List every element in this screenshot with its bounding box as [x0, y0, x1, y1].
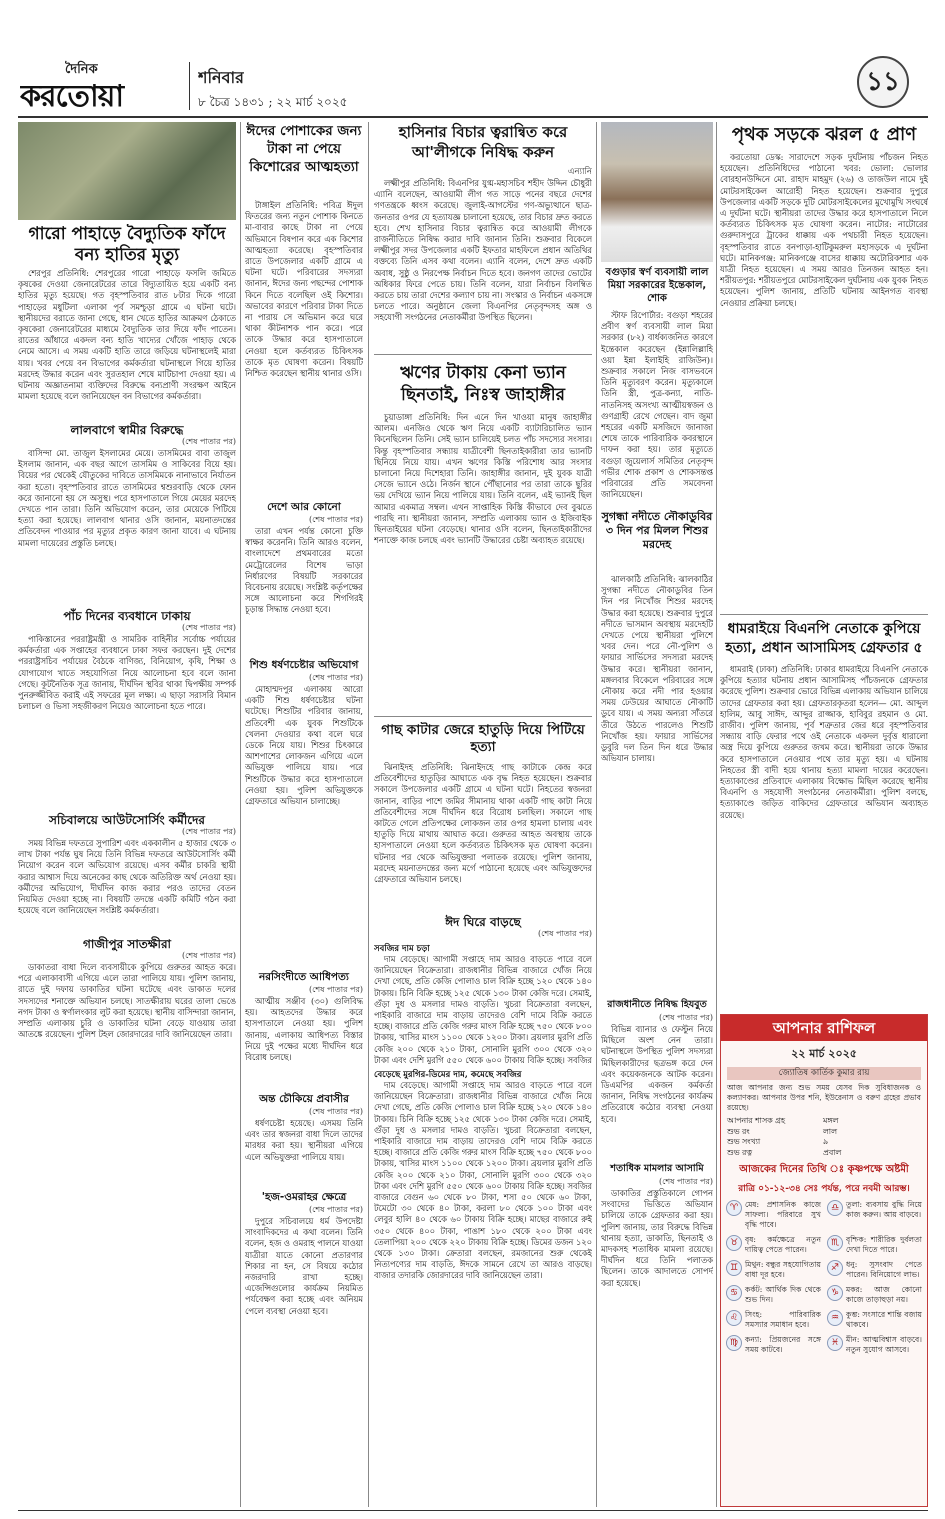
lalbag-text: বাসিন্দা মো. তাজুল ইসলামের মেয়ে। তাসমিমের বাবা তাজুল ইসলাম জানান, এক বছর আগে তাসমিম ও সাকিবের বিয়ে হয়। বিয়ের পর থেকেই যৌতুকের দাবিতে তাসমিমকে নানাভাবে নির্যাতন করা হতো। বৃহস্পতিবার রাতে তাসমিমের শ্বশুরবাড়ি থেকে ফোন করে জানানো হয় সে অসুস্থ। পরে হাসপাতালে গিয়ে মেয়ের মরদেহ দেখতে পান তারা। তিনি অভিযোগ করেন, তার মেয়েকে পিটিয়ে হত্যা করা হয়েছে। লালবাগ থানার ওসি জানান, ময়নাতদন্তের প্রতিবেদন পাওয়ার পর মৃত্যুর প্রকৃত কারণ জানা যাবে। এ ঘটনায় মামলা দায়েরের প্রস্তুতি চলছে।: [18, 448, 236, 548]
virgo-icon: ♍: [726, 1335, 742, 1351]
dhamrai-text: ধামরাই (ঢাকা) প্রতিনিধি: ঢাকার ধামরাইয়ে বিএনপি নেতাকে কুপিয়ে হত্যার ঘটনায় প্রধান আসামিসহ পাঁচজনকে গ্রেফতার করেছে পুলিশ। শুক্রবার ভোরে বিভিন্ন এলাকায় অভিযান চালিয়ে তাদের গ্রেফতার করা হয়। গ্রেফতারকৃতরা হলেন— মো. আব্দুল হালিম, আবু সাঈদ, আব্দুর রাজ্জাক, হাবিবুর রহমান ও মো. রাজীব। পুলিশ জানায়, পূর্ব শত্রুতার জের ধরে বৃহস্পতিবার সন্ধ্যায় বাড়ি ফেরার পথে ওই নেতাকে একদল দুর্বৃত্ত ধারালো অস্ত্র দিয়ে কুপিয়ে গুরুতর জখম করে। স্থানীয়রা তাকে উদ্ধার করে হাসপাতালে নেওয়ার পথে তার মৃত্যু হয়। এ ঘটনায় নিহতের স্ত্রী বাদী হয়ে থানায় হত্যা মামলা দায়ের করেছেন। হত্যাকাণ্ডের প্রতিবাদে এলাকায় বিক্ষোভ মিছিল করেছে স্থানীয় বিএনপি ও সহযোগী সংগঠনের নেতাকর্মীরা। পুলিশ বলছে, হত্যাকাণ্ডে জড়িত বাকিদের গ্রেফতারে অভিযান অব্যাহত রয়েছে।: [720, 664, 928, 820]
narsingdi-cont: (শেষ পাতার পর): [308, 985, 363, 994]
hajj-text: দুপুরে সচিবালয়ে ধর্ম উপদেষ্টা সাংবাদিকদের এ কথা বলেন। তিনি বলেন, হজ ও ওমরাহ পালনে যাওয়া যাত্রীরা যাতে কোনো প্রতারণার শিকার না হন, সে বিষয়ে কঠোর নজরদারি রাখা হচ্ছে। এজেন্সিগুলোর কার্যক্রম নিয়মিত পর্যবেক্ষণ করা হচ্ছে এবং অনিয়ম পেলে ব্যবস্থা নেওয়া হবে।: [245, 1216, 363, 1316]
horoscope-intro: আজ আপনার জন্য শুভ সময় যেসব দিক সুবিধাজনক ও কল্যাণকর। আপনার উপর শনি, ইউরেনাস ও বরুণ গ্রহের প্রভাব রয়েছে।: [727, 1083, 921, 1112]
horoscope-row-value: ৯: [823, 1137, 829, 1146]
horoscope-title-bar: [721, 1015, 927, 1041]
elephant-photo: [18, 122, 236, 220]
horoscope-row-value: লাল: [823, 1126, 837, 1136]
horoscope-row: [727, 1127, 921, 1138]
secretariat-cont: (শেষ পাতার পর): [181, 827, 236, 836]
lalbag-headline: লালবাগে স্বামীর বিরুদ্ধে: [70, 423, 184, 437]
sign-text: কর্কট: আর্থিক দিক থেকে শুভ দিন।: [745, 1285, 821, 1304]
gemini-icon: ♊: [726, 1260, 742, 1276]
fivedays-text: পাকিস্তানের পররাষ্ট্রমন্ত্রী ও সামরিক বাহিনীর সর্বোচ্চ পর্যায়ের কর্মকর্তারা এক সপ্তাহের ব্যবধানে ঢাকা সফর করছেন। দুই দেশের পররাষ্ট্রসচিব পর্যায়ের বৈঠকে বাণিজ্য, বিনিয়োগ, কৃষি, শিক্ষা ও যোগাযোগ খাতে সহযোগিতা নিয়ে আলোচনা হবে বলে জানা গেছে। কূটনৈতিক সূত্র জানায়, দীর্ঘদিন স্থবির থাকা দ্বিপক্ষীয় সম্পর্ক পুনরুজ্জীবিত করাই এই সফরের মূল লক্ষ্য। এ ছাড়া সরাসরি বিমান চলাচল ও ভিসা সহজীকরণ নিয়েও আলোচনা হতে পারে।: [18, 634, 236, 712]
scorpio-icon: ♏: [827, 1235, 843, 1251]
tree-body: [374, 762, 592, 910]
gazipur-cont: (শেষ পাতার পর): [181, 951, 236, 960]
sagittarius-icon: ♐: [827, 1260, 843, 1276]
sign-text: তুলা: ব্যবসায় বুদ্ধি নিয়ে কাজ করুন। আয় বাড়বে।: [846, 1200, 922, 1219]
abroad-headline: অন্ত চৌকিয়ে প্রবাসীর: [259, 1093, 349, 1105]
cancer-icon: ♋: [726, 1285, 742, 1301]
boat-headline: সুগন্ধা নদীতে নৌকাডুবির ৩ দিন পর মিলল শিশুর মরদেহ: [601, 510, 713, 551]
hasina-sig: এন্যানি: [568, 167, 592, 177]
rat-body: [245, 200, 363, 496]
hajj-cont: (শেষ পাতার পর): [308, 1205, 363, 1214]
horoscope-row: [727, 1148, 921, 1159]
dhamrai-body: [720, 664, 928, 1010]
libra-icon: ♎: [827, 1200, 843, 1216]
sign-item: [827, 1285, 922, 1305]
country-text: তারা এখন পর্যন্ত কোনো চুক্তি স্বাক্ষর করেননি। তিনি আরও বলেন, বাংলাদেশে প্রথমবারের মতো মেট্রোরেলের বিশেষ ভাড়া নির্ধারণের বিষয়টি সরকারের বিবেচনায় রয়েছে। সংশ্লিষ্ট কর্তৃপক্ষের সঙ্গে আলোচনা করে শিগগিরই চূড়ান্ত সিদ্ধান্ত নেওয়া হবে।: [245, 526, 363, 615]
sign-item: [726, 1235, 821, 1255]
narsingdi-headline: নরসিংদীতে আধিপত্য: [259, 971, 349, 983]
horoscope-row: [727, 1137, 921, 1148]
sign-item: [827, 1310, 922, 1330]
eid-subhead-2: বেড়েছে মুরগির-ডিমের দাম, কমেছে সবজির: [374, 1070, 522, 1080]
loan-body: [374, 412, 592, 712]
fivedays-cont: (শেষ পাতার পর): [181, 623, 236, 632]
rat-headline: ঈদের পোশাকের জন্য টাকা না পেয়ে কিশোরের আত্মহত্যা: [246, 123, 362, 175]
gazipur-text: ডাকাতরা বাধা দিলে ব্যবসায়ীকে কুপিয়ে গুরুতর আহত করে। পরে এলাকাবাসী এগিয়ে এলে তারা পালিয়ে যায়। পুলিশ জানায়, রাতে দুই দফায় ডাকাতির ঘটনা ঘটেছে এবং ডাকাত দলের সদস্যদের শনাক্তে অভিযান চলছে। সাতক্ষীরায় ঘরের তালা ভেঙে নগদ টাকা ও স্বর্ণালংকার লুট করা হয়েছে। স্থানীয় বাসিন্দারা জানান, সম্প্রতি এলাকায় চুরি ও ডাকাতির ঘটনা বেড়ে যাওয়ায় তারা আতঙ্কে রয়েছেন। পুলিশ টহল জোরদারের দাবি জানিয়েছেন তারা।: [18, 962, 236, 1040]
eid-body-more: [374, 1080, 592, 1506]
hajj-body: [245, 1216, 363, 1506]
sign-item: [827, 1235, 922, 1255]
child-text: মোহাম্মদপুর এলাকায় আরো একটি শিশু ধর্ষণচেষ্টার ঘটনা ঘটেছে। শিশুটির পরিবার জানায়, প্রতিবেশী এক যুবক শিশুটিকে খেলনা দেওয়ার কথা বলে ঘরে ডেকে নিয়ে যায়। শিশুর চিৎকারে আশপাশের লোকজন এগিয়ে এলে অভিযুক্ত পালিয়ে যায়। পরে শিশুটিকে উদ্ধার করে হাসপাতালে নেওয়া হয়। পুলিশ অভিযুক্তকে গ্রেফতারে অভিযান চালাচ্ছে।: [245, 684, 363, 807]
fivedays-body: [18, 634, 236, 810]
convict-cont: (শেষ পাতার পর): [658, 1177, 713, 1186]
portrait-caption: বগুড়ার স্বর্ণ ব্যবসায়ী লাল মিয়া সরকারের ইন্তেকাল, শোক: [605, 267, 709, 304]
child-cont: (শেষ পাতার পর): [308, 673, 363, 682]
horoscope-row-label: শুভ রত্ন: [727, 1147, 753, 1157]
sign-item: [827, 1200, 922, 1230]
elephant-body: [18, 268, 236, 420]
lalbag-cont: (শেষ পাতার পর): [181, 437, 236, 446]
eid-text-more: দাম বেড়েছে। আগামী সপ্তাহে দাম আরও বাড়তে পারে বলে জানিয়েছেন বিক্রেতারা। রাজধানীর বিভিন্ন বাজারে খোঁজ নিয়ে দেখা গেছে, প্রতি কেজি পোলাও চাল বিক্রি হচ্ছে ১২০ থেকে ১৪০ টাকায়। চিনি বিক্রি হচ্ছে ১২৫ থেকে ১৩০ টাকা কেজি দরে। সেমাই, গুঁড়া দুধ ও মসলার দামও বাড়তি। খুচরা বিক্রেতারা বলছেন, পাইকারি বাজারে দাম বাড়ায় তাদেরও বেশি দামে বিক্রি করতে হচ্ছে। বাজারে প্রতি কেজি গরুর মাংস বিক্রি হচ্ছে ৭৫০ থেকে ৮০০ টাকায়, খাসির মাংস ১১০০ থেকে ১২০০ টাকা। ব্রয়লার মুরগি প্রতি কেজি ২০০ থেকে ২১০ টাকা, সোনালি মুরগি ৩০০ থেকে ৩২০ টাকা এবং দেশি মুরগি ৫৫০ থেকে ৬০০ টাকায় বিক্রি হচ্ছে। সবজির বাজারে বেগুন ৬০ থেকে ৮০ টাকা, শসা ৫০ থেকে ৬০ টাকা, টমেটো ৩০ থেকে ৪০ টাকা, করলা ৮০ থেকে ১০০ টাকা এবং লেবুর হালি ৪০ থেকে ৬০ টাকায় বিক্রি হচ্ছে। মাছের বাজারে রুই ৩৫০ থেকে ৪০০ টাকা, পাঙাশ ১৮০ থেকে ২০০ টাকা এবং তেলাপিয়া ২০০ থেকে ২২০ টাকায় বিক্রি হচ্ছে। ডিমের ডজন ১২০ থেকে ১৩০ টাকা। ক্রেতারা বলছেন, রমজানের শুরু থেকেই নিত্যপণ্যের দাম বাড়তি, ঈদকে সামনে রেখে তা আরও বাড়ছে। বাজার তদারকি জোরদারের দাবি জানিয়েছেন তারা।: [374, 1080, 592, 1281]
politics-headline: রাজধানীতে নিষিদ্ধ হিযবুত: [607, 999, 707, 1010]
sign-text: মকর: আজ কোনো কাজে তাড়াহুড়া নয়।: [846, 1285, 922, 1304]
horoscope-time: রাত্রি ০১-১২-৩৪ সেঃ পর্যন্ত, পরে নবমী আরম্ভ।: [738, 1184, 910, 1194]
portrait-text: স্টাফ রিপোর্টার: বগুড়া শহরের প্রবীণ স্বর্ণ ব্যবসায়ী লাল মিয়া সরকার (৮২) বার্ধক্যজনিত কারণে ইন্তেকাল করেছেন (ইন্নালিল্লাহি ওয়া ইন্না ইলাইহি রাজিউন)। শুক্রবার সকালে নিজ বাসভবনে তিনি মৃত্যুবরণ করেন। মৃত্যুকালে তিনি স্ত্রী, পুত্র-কন্যা, নাতি-নাতনিসহ অসংখ্য আত্মীয়স্বজন ও গুণগ্রাহী রেখে গেছেন। বাদ জুমা শহরের একটি মসজিদে জানাজা শেষে তাকে পারিবারিক কবরস্থানে দাফন করা হয়। তার মৃত্যুতে বগুড়া জুয়েলার্স সমিতির নেতৃবৃন্দ গভীর শোক প্রকাশ ও শোকসন্তপ্ত পরিবারের প্রতি সমবেদনা জানিয়েছেন।: [601, 310, 713, 500]
pisces-icon: ♓: [827, 1335, 843, 1351]
elephant-text: শেরপুর প্রতিনিধি: শেরপুরের গারো পাহাড়ে ফসলি জমিতে কৃষকের দেওয়া জেনারেটরের তারে বিদ্যুতায়িত হয়ে একটি বন্য হাতির মৃত্যু হয়েছে। গত বৃহস্পতিবার রাত ৮টার দিকে গারো পাহাড়ের মধুটিলা এলাকা পূর্ব সমশ্চুড়া গ্রামে এ ঘটনা ঘটে। স্থানীয়দের বরাতে জানা গেছে, ধান খেতে হাতির আক্রমণ ঠেকাতে কৃষকেরা জেনারেটরের মাধ্যমে বৈদ্যুতিক তার দিয়ে ফাঁদ পাতেন। রাতের আঁধারে একদল বন্য হাতি খাদ্যের খোঁজে পাহাড় থেকে নেমে আসে। এ সময় একটি হাতি তারে জড়িয়ে ঘটনাস্থলেই মারা যায়। খবর পেয়ে বন বিভাগের কর্মকর্তারা ঘটনাস্থলে গিয়ে হাতির মরদেহ উদ্ধার করেন এবং সুরতহাল শেষে মাটিচাপা দেওয়া হয়। এ ঘটনায় অজ্ঞাতনামা ব্যক্তিদের বিরুদ্ধে বন্যপ্রাণী সংরক্ষণ আইনে মামলা হয়েছে বলে জানিয়েছেন বন বিভাগের কর্মকর্তারা।: [18, 268, 236, 402]
gazipur-headline: গাজীপুর সাতক্ষীরা: [82, 937, 172, 951]
horoscope-astrologer-bar: [727, 1067, 921, 1080]
aquarius-icon: ♒: [827, 1310, 843, 1326]
child-headline: শিশু ধর্ষণচেষ্টার অভিযোগ: [249, 659, 359, 671]
elephant-headline: গারো পাহাড়ে বৈদ্যুতিক ফাঁদে বন্য হাতির মৃত্যু: [28, 224, 226, 265]
convict-text: ডাকাতির প্রস্তুতিকালে গোপন সংবাদের ভিত্তিতে অভিযান চালিয়ে তাকে গ্রেফতার করা হয়। পুলিশ জানায়, তার বিরুদ্ধে বিভিন্ন থানায় হত্যা, ডাকাতি, ছিনতাই ও মাদকসহ শতাধিক মামলা রয়েছে। দীর্ঘদিন ধরে তিনি পলাতক ছিলেন। তাকে আদালতে সোপর্দ করা হয়েছে।: [601, 1188, 713, 1288]
horoscope-tithi: আজকের দিনের তিথি ঃ কৃষ্ণপক্ষে অষ্টমী: [739, 1164, 909, 1175]
rat-text: টাঙ্গাইল প্রতিনিধি: পবিত্র ঈদুল ফিতরের জন্য নতুন পোশাক কিনতে মা-বাবার কাছে টাকা না পেয়ে অভিমানে বিষপান করে এক কিশোর আত্মহত্যা করেছে। বৃহস্পতিবার রাতে উপজেলার একটি গ্রামে এ ঘটনা ঘটে। পরিবারের সদস্যরা জানান, ঈদের জন্য পছন্দের পোশাক কিনে দিতে বলেছিল ওই কিশোর। অভাবের কারণে পরিবার টাকা দিতে না পারায় সে অভিমান করে ঘরে থাকা কীটনাশক পান করে। পরে তাকে উদ্ধার করে হাসপাতালে নেওয়া হলে কর্তব্যরত চিকিৎসক তাকে মৃত ঘোষণা করেন। বিষয়টি নিশ্চিত করেছেন স্থানীয় থানার ওসি।: [245, 200, 363, 379]
politics-text: বিভিন্ন ব্যানার ও ফেস্টুন নিয়ে মিছিলে অংশ নেন তারা। ঘটনাস্থলে উপস্থিত পুলিশ সদস্যরা মিছিলকারীদের ছত্রভঙ্গ করে দেন এবং কয়েকজনকে আটক করেন। ডিএমপির একজন কর্মকর্তা জানান, নিষিদ্ধ সংগঠনের কার্যক্রম প্রতিরোধে কঠোর ব্যবস্থা নেওয়া হবে।: [601, 1024, 713, 1124]
crash-body: [720, 152, 928, 610]
tree-headline: গাছ কাটার জেরে হাতুড়ি দিয়ে পিটিয়ে হত্যা: [381, 722, 585, 755]
convict-headline: শতাধিক মামলার আসামি: [610, 1163, 704, 1174]
dhamrai-headline: ধামরাইয়ে বিএনপি নেতাকে কুপিয়ে হত্যা, প্রধান আসামিসহ গ্রেফতার ৫: [725, 621, 923, 656]
aries-icon: ♈: [726, 1200, 742, 1216]
tree-text: ঝিনাইদহ প্রতিনিধি: ঝিনাইদহে গাছ কাটাকে কেন্দ্র করে প্রতিবেশীদের হাতুড়ির আঘাতে এক বৃদ্ধ নিহত হয়েছেন। শুক্রবার সকালে উপজেলার একটি গ্রামে এ ঘটনা ঘটে। নিহতের স্বজনরা জানান, বাড়ির পাশে জমির সীমানায় থাকা একটি গাছ কাটা নিয়ে প্রতিবেশীদের সঙ্গে দীর্ঘদিন ধরে বিরোধ চলছিল। সকালে গাছ কাটতে গেলে প্রতিপক্ষের লোকজন তার ওপর হামলা চালায় এবং হাতুড়ি দিয়ে মাথায় আঘাত করে। গুরুতর আহত অবস্থায় তাকে হাসপাতালে নেওয়া হলে কর্তব্যরত চিকিৎসক মৃত ঘোষণা করেন। ঘটনার পর থেকে অভিযুক্তরা পলাতক রয়েছে। পুলিশ জানায়, মরদেহ ময়নাতদন্তের জন্য মর্গে পাঠানো হয়েছে এবং অভিযুক্তদের গ্রেফতারে অভিযান চলছে।: [374, 762, 592, 885]
masthead-day: শনিবার: [198, 68, 244, 87]
hasina-body: [374, 178, 592, 350]
abroad-cont: (শেষ পাতার পর): [308, 1107, 363, 1116]
sign-item: [726, 1260, 821, 1280]
hajj-headline: 'হজ-ওমরাহর ক্ষেত্রে: [261, 1191, 347, 1203]
horoscope-row-value: মঙ্গল: [823, 1116, 839, 1125]
horoscope-table: [727, 1116, 921, 1158]
page-number: ১১: [866, 67, 900, 97]
loan-headline: ঋণের টাকায় কেনা ভ্যান ছিনতাই, নিঃস্ব জাহাঙ্গীর: [400, 363, 566, 405]
eid-body: [374, 954, 592, 1064]
horoscope-astrologer: জ্যোতিষ কার্তিক কুমার রায়: [778, 1068, 870, 1078]
horoscope-signs: [721, 1200, 927, 1358]
sign-item: [827, 1260, 922, 1280]
masthead-date: ৮ চৈত্র ১৪৩১ ; ২২ মার্চ ২০২৫: [198, 95, 348, 109]
eid-cont: (শেষ পাতার পর): [537, 929, 592, 938]
sign-text: বৃষ: কর্মক্ষেত্রে নতুন দায়িত্ব পেতে পারেন।: [745, 1235, 821, 1254]
narsingdi-body: [245, 996, 363, 1088]
sign-text: বৃশ্চিক: শারীরিক দুর্বলতা দেখা দিতে পারে।: [846, 1235, 922, 1254]
horoscope-row-label: আপনার শাসক গ্রহ: [727, 1116, 785, 1125]
child-body: [245, 684, 363, 966]
politics-body: [601, 1024, 713, 1158]
taurus-icon: ♉: [726, 1235, 742, 1251]
portrait-body: [601, 310, 713, 506]
gazipur-body: [18, 962, 236, 1507]
sign-item: [726, 1310, 821, 1330]
sign-item: [726, 1285, 821, 1305]
horoscope-row-label: শুভ রং: [727, 1126, 750, 1136]
crash-text: করতোয়া ডেস্ক: সারাদেশে সড়ক দুর্ঘটনায় পাঁচজন নিহত হয়েছেন। প্রতিনিধিদের পাঠানো খবর: ভোলা: ভোলার বোরহানউদ্দিনে মো. রাহাদ মাহমুদ (২৬) ও তাজউল নামে দুই মোটরসাইকেল আরোহী নিহত হয়েছেন। শুক্রবার দুপুরে উপজেলার একটি সড়কে দুটি মোটরসাইকেলের মুখোমুখি সংঘর্ষে এ দুর্ঘটনা ঘটে। স্থানীয়রা তাদের উদ্ধার করে হাসপাতালে নিলে কর্তব্যরত চিকিৎসক মৃত ঘোষণা করেন। নাটোর: নাটোরের গুরুদাসপুরে ট্রাকের ধাক্কায় এক পথচারী নিহত হয়েছেন। বৃহস্পতিবার রাতে বনপাড়া-হাটিকুমরুল মহাসড়কে এ দুর্ঘটনা ঘটে। মানিকগঞ্জ: মানিকগঞ্জে বাসের ধাক্কায় অটোরিকশার এক যাত্রী নিহত হয়েছেন। এ সময় আরও তিনজন আহত হন। শরীয়তপুর: শরীয়তপুরে মোটরসাইকেল দুর্ঘটনায় এক যুবক নিহত হয়েছেন। পুলিশ জানায়, প্রতিটি ঘটনায় আইনগত ব্যবস্থা নেওয়ার প্রক্রিয়া চলছে।: [720, 152, 928, 308]
abroad-body: [245, 1118, 363, 1186]
boat-body: [601, 574, 713, 994]
sign-text: ধনু: সুসংবাদ পেতে পারেন। বিনিয়োগে লাভ।: [846, 1260, 922, 1279]
secretariat-body: [18, 838, 236, 934]
sign-text: কন্যা: প্রিয়জনের সঙ্গে সময় কাটবে।: [745, 1335, 821, 1354]
sign-text: মীন: আত্মবিশ্বাস বাড়বে। নতুন সুযোগ আসবে।: [846, 1335, 922, 1354]
crash-headline: পৃথক সড়কে ঝরল ৫ প্রাণ: [731, 124, 917, 145]
sign-text: সিংহ: পারিবারিক সমস্যার সমাধান হবে।: [745, 1310, 821, 1329]
hasina-headline: হাসিনার বিচার ত্বরান্বিত করে আ'লীগকে নিষিদ্ধ করুন: [398, 123, 568, 161]
masthead: [0, 0, 945, 120]
sign-item: [726, 1335, 821, 1355]
horoscope-box: [720, 1014, 928, 1507]
horoscope-date: ২২ মার্চ ২০২৫: [791, 1047, 857, 1060]
sign-item: [827, 1335, 922, 1355]
eid-headline: ঈদ ঘিরে বাড়ছে: [445, 915, 521, 929]
narsingdi-text: আত্মীয় সঞ্জীব (৩০) গুলিবিদ্ধ হয়। আহতদের উদ্ধার করে হাসপাতালে নেওয়া হয়। পুলিশ জানায়, এলাকায় আধিপত্য বিস্তার নিয়ে দুই পক্ষের মধ্যে দীর্ঘদিন ধরে বিরোধ চলছে।: [245, 996, 363, 1063]
abroad-text: ধর্ষণচেষ্টা হয়েছে। এসময় তিনি এবং তার স্বজনরা বাধা দিলে তাদের মারধর করা হয়। স্থানীয়রা এগিয়ে এলে অভিযুক্তরা পালিয়ে যায়।: [245, 1118, 363, 1162]
masthead-small: দৈনিক: [65, 62, 98, 77]
country-headline: দেশে আর কোনো: [267, 501, 341, 513]
politics-cont: (শেষ পাতার পর): [658, 1013, 713, 1022]
horoscope-row: [727, 1116, 921, 1127]
sign-item: [726, 1200, 821, 1230]
convict-body: [601, 1188, 713, 1506]
newspaper-logo: করতোয়া: [20, 79, 124, 114]
country-body: [245, 526, 363, 654]
horoscope-title: আপনার রাশিফল: [772, 1019, 876, 1037]
secretariat-headline: সচিবালয়ে আউটসোর্সিং কর্মীদের: [48, 813, 206, 827]
page-number-badge: [857, 56, 909, 108]
horoscope-row-value: প্রবাল: [823, 1147, 842, 1157]
eid-text: দাম বেড়েছে। আগামী সপ্তাহে দাম আরও বাড়তে পারে বলে জানিয়েছেন বিক্রেতারা। রাজধানীর বিভিন্ন বাজারে খোঁজ নিয়ে দেখা গেছে, প্রতি কেজি পোলাও চাল বিক্রি হচ্ছে ১২০ থেকে ১৪০ টাকায়। চিনি বিক্রি হচ্ছে ১২৫ থেকে ১৩০ টাকা কেজি দরে। সেমাই, গুঁড়া দুধ ও মসলার দামও বাড়তি। খুচরা বিক্রেতারা বলছেন, পাইকারি বাজারে দাম বাড়ায় তাদেরও বেশি দামে বিক্রি করতে হচ্ছে। বাজারে প্রতি কেজি গরুর মাংস বিক্রি হচ্ছে ৭৫০ থেকে ৮০০ টাকায়, খাসির মাংস ১১০০ থেকে ১২০০ টাকা। ব্রয়লার মুরগি প্রতি কেজি ২০০ থেকে ২১০ টাকা, সোনালি মুরগি ৩০০ থেকে ৩২০ টাকা এবং দেশি মুরগি ৫৫০ থেকে ৬০০ টাকায় বিক্রি হচ্ছে। সবজির: [374, 954, 592, 1064]
sign-text: মেষ: প্রশাসনিক কাজে সাফল্য। পরিবারে সুখ বৃদ্ধি পাবে।: [745, 1200, 821, 1229]
sign-text: কুম্ভ: সংসারে শান্তি বজায় থাকবে।: [846, 1310, 922, 1329]
country-cont: (শেষ পাতার পর): [308, 515, 363, 524]
fivedays-headline: পাঁচ দিনের ব্যবধানে ঢাকায়: [63, 609, 191, 623]
secretariat-text: সময় বিভিন্ন দফতরে সুপারিশ এবং এককালীন ৫ হাজার থেকে ৩ লাখ টাকা পর্যন্ত ঘুষ নিয়ে তিনি বিভিন্ন দফতরে আউটসোর্সিং কর্মী নিয়োগ করেন বলে অভিযোগ রয়েছে। এসব কর্মীর চাকরি স্থায়ী করার আশ্বাস দিয়ে অনেকের কাছ থেকে অতিরিক্ত অর্থ নেওয়া হয়। কর্মীদের অভিযোগ, দীর্ঘদিন কাজ করার পরও তাদের বেতন নিয়মিত দেওয়া হচ্ছে না। বিষয়টি তদন্তে একটি কমিটি গঠন করা হয়েছে বলে জানিয়েছেন সংশ্লিষ্ট কর্মকর্তারা।: [18, 838, 236, 916]
capricorn-icon: ♑: [827, 1285, 843, 1301]
lalbag-body: [18, 448, 236, 606]
hasina-text: লক্ষ্মীপুর প্রতিনিধি: বিএনপির যুগ্ম-মহাসচিব শহীদ উদ্দিন চৌধুরী এ্যানি বলেছেন, আওয়ামী লীগ গত সাড়ে পনের বছরে দেশের গণতন্ত্রকে ধ্বংস করেছে। জুলাই-আগস্টের গণ-অভ্যুত্থানে ছাত্র-জনতার ওপর যে হত্যাযজ্ঞ চালানো হয়েছে, তার বিচার দ্রুত করতে হবে। শেখ হাসিনার বিচার ত্বরান্বিত করে আওয়ামী লীগকে রাজনীতিতে নিষিদ্ধ করার দাবি জানান তিনি। শুক্রবার বিকেলে লক্ষ্মীপুর সদর উপজেলার একটি ইফতার মাহফিলে প্রধান অতিথির বক্তব্যে তিনি এসব কথা বলেন। এ্যানি বলেন, দেশে দ্রুত একটি অবাধ, সুষ্ঠু ও নিরপেক্ষ নির্বাচন দিতে হবে। জনগণ তাদের ভোটের অধিকার ফিরে পেতে চায়। তিনি বলেন, যারা নির্বাচন বিলম্বিত করতে চায় তারা দেশের কল্যাণ চায় না। সংস্কার ও নির্বাচন একসঙ্গে চলতে পারে। অনুষ্ঠানে জেলা বিএনপির নেতৃবৃন্দসহ অঙ্গ ও সহযোগী সংগঠনের নেতাকর্মীরা উপস্থিত ছিলেন।: [374, 178, 592, 323]
sign-text: মিথুন: বন্ধুর সহযোগিতায় বাধা দূর হবে।: [745, 1260, 821, 1279]
portrait-photo: [601, 122, 713, 262]
horoscope-row-label: শুভ সংখ্যা: [727, 1137, 761, 1146]
boat-text: ঝালকাঠি প্রতিনিধি: ঝালকাঠির সুগন্ধা নদীতে নৌকাডুবির তিন দিন পর নিখোঁজ শিশুর মরদেহ উদ্ধার করা হয়েছে। শুক্রবার দুপুরে নদীতে ভাসমান অবস্থায় মরদেহটি দেখতে পেয়ে স্থানীয়রা পুলিশে খবর দেন। পরে নৌ-পুলিশ ও ফায়ার সার্ভিসের সদস্যরা মরদেহ উদ্ধার করে। স্থানীয়রা জানান, মঙ্গলবার বিকেলে পরিবারের সঙ্গে নৌকায় করে নদী পার হওয়ার সময় ঢেউয়ের আঘাতে নৌকাটি ডুবে যায়। এ সময় অন্যরা সাঁতরে তীরে উঠতে পারলেও শিশুটি নিখোঁজ হয়। ফায়ার সার্ভিসের ডুবুরি দল তিন দিন ধরে উদ্ধার অভিযান চালায়।: [601, 574, 713, 764]
leo-icon: ♌: [726, 1310, 742, 1326]
loan-text: চুয়াডাঙ্গা প্রতিনিধি: দিন এনে দিন খাওয়া মানুষ জাহাঙ্গীর আলম। এনজিও থেকে ঋণ নিয়ে একটি ব্যাটারিচালিত ভ্যান কিনেছিলেন তিনি। সেই ভ্যান চালিয়েই চলত পাঁচ সদস্যের সংসার। কিন্তু বৃহস্পতিবার সন্ধ্যায় যাত্রীবেশী ছিনতাইকারীরা তার ভ্যানটি ছিনিয়ে নিয়ে যায়। এখন ঋণের কিস্তি পরিশোধ আর সংসার চালানো নিয়ে দিশেহারা তিনি। জাহাঙ্গীর জানান, দুই যুবক যাত্রী সেজে ভ্যানে ওঠে। নির্জন স্থানে পৌঁছানোর পর তারা তাকে ছুরির ভয় দেখিয়ে ভ্যান নিয়ে পালিয়ে যায়। তিনি বলেন, এই ভ্যানই ছিল আমার একমাত্র সম্বল। এখন সাপ্তাহিক কিস্তি কীভাবে দেব বুঝতে পারছি না। স্থানীয়রা জানান, সম্প্রতি এলাকায় ভ্যান ও ইজিবাইক ছিনতাইয়ের ঘটনা বেড়েছে। থানার ওসি বলেন, ছিনতাইকারীদের শনাক্তে কাজ চলছে এবং ভ্যানটি উদ্ধারের চেষ্টা অব্যাহত রয়েছে।: [374, 412, 592, 546]
eid-subhead-1: সবজির দাম চড়া: [374, 944, 430, 954]
